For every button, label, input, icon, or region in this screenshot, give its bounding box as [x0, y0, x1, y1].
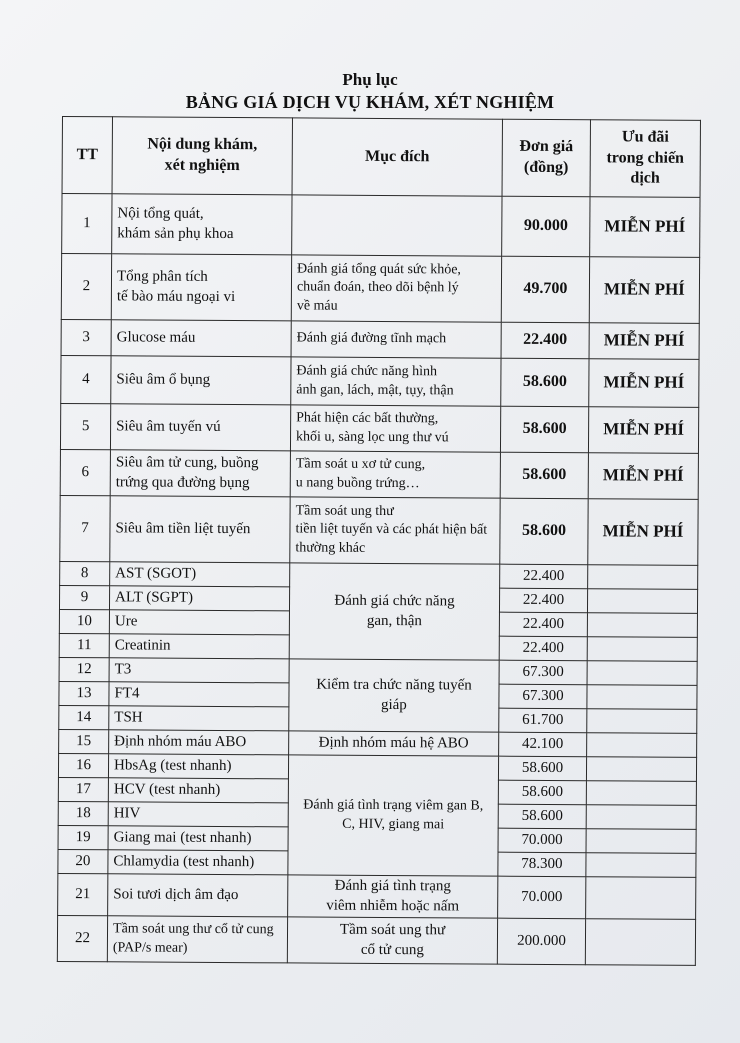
header-price: Đơn giá (đồng): [502, 119, 590, 197]
row-name: Chlamydia (test nhanh): [108, 850, 288, 875]
table-row: [60, 403, 698, 453]
row-name: HbsAg (test nhanh): [108, 754, 288, 779]
row-tt: 6: [60, 449, 110, 495]
row-name: Glucose máu: [111, 320, 291, 357]
row-purpose: Đánh giá chức năng hình ảnh gan, lách, mật, tụy, thận: [291, 357, 501, 406]
row-name: Định nhóm máu ABO: [109, 730, 289, 755]
row-offer: [587, 661, 697, 686]
row-tt: 2: [61, 254, 111, 320]
row-price: 61.700: [499, 708, 587, 733]
row-name: Siêu âm tuyến vú: [110, 404, 290, 451]
row-price: 58.600: [500, 452, 588, 499]
row-price: 70.000: [498, 876, 586, 919]
row-name: FT4: [109, 682, 289, 707]
row-purpose: Tầm soát ung thư tiền liệt tuyến và các phát hiện bất thường khác: [290, 497, 500, 564]
row-name: Siêu âm tử cung, buồng trứng qua đường bụng: [110, 450, 290, 497]
row-name: TSH: [109, 706, 289, 731]
row-offer: MIỄN PHÍ: [589, 257, 699, 324]
appendix-label: Phụ lục: [342, 70, 398, 89]
group-purpose-liver-kidney: Đánh giá chức năng gan, thận: [289, 563, 500, 660]
price-table: [57, 116, 701, 966]
row-offer: [587, 709, 697, 734]
row-tt: 10: [59, 609, 109, 633]
row-offer: [586, 805, 696, 830]
table-row: [62, 194, 700, 258]
row-price: 200.000: [497, 918, 585, 965]
row-tt: 14: [59, 705, 109, 729]
row-name: Nội tổng quát, khám sản phụ khoa: [112, 194, 292, 255]
row-purpose: Phát hiện các bất thường, khối u, sàng lọc ung thư vú: [290, 405, 500, 452]
row-tt: 8: [60, 561, 110, 585]
row-offer: MIỄN PHÍ: [588, 407, 698, 454]
row-offer: [586, 877, 696, 920]
row-tt: 4: [61, 355, 111, 403]
table-row: [61, 254, 699, 324]
row-price: 90.000: [502, 196, 590, 257]
row-tt: 21: [58, 873, 108, 915]
row-price: 22.400: [499, 636, 587, 661]
row-name: Siêu âm ổ bụng: [111, 356, 291, 405]
row-price: 58.600: [500, 498, 588, 565]
row-price: 49.700: [501, 256, 589, 323]
table-row: [58, 873, 696, 919]
row-tt: 13: [59, 681, 109, 705]
row-name: HCV (test nhanh): [108, 778, 288, 803]
row-name: ALT (SGPT): [109, 586, 289, 611]
row-name: HIV: [108, 802, 288, 827]
row-price: 22.400: [501, 322, 589, 359]
row-price: 58.600: [501, 358, 589, 407]
row-offer: [587, 613, 697, 638]
table-header-row: [62, 117, 700, 198]
row-price: 42.100: [499, 732, 587, 757]
row-purpose: [292, 195, 502, 256]
row-tt: 16: [58, 753, 108, 777]
row-name: Giang mai (test nhanh): [108, 826, 288, 851]
row-purpose: Tầm soát ung thư cổ tử cung: [287, 917, 497, 964]
row-tt: 11: [59, 633, 109, 657]
row-price: 58.600: [498, 804, 586, 829]
row-price: 22.400: [499, 612, 587, 637]
row-purpose: Đánh giá tổng quát sức khỏe, chuẩn đoán, theo dõi bệnh lý về máu: [291, 255, 501, 322]
row-tt: 9: [59, 585, 109, 609]
header-purpose: Mục đích: [292, 118, 502, 196]
row-tt: 7: [60, 495, 110, 561]
row-tt: 17: [58, 777, 108, 801]
page-title: BẢNG GIÁ DỊCH VỤ KHÁM, XÉT NGHIỆM: [185, 92, 555, 112]
table-row: [61, 355, 699, 407]
row-offer: [588, 565, 698, 590]
header-content: Nội dung khám, xét nghiệm: [112, 117, 292, 195]
group-purpose-thyroid: Kiểm tra chức năng tuyến giáp: [289, 659, 499, 732]
row-name: AST (SGOT): [110, 562, 290, 587]
table-row: [61, 319, 699, 359]
row-offer: [586, 781, 696, 806]
row-offer: [587, 589, 697, 614]
row-offer: [586, 757, 696, 782]
row-name: Ure: [109, 610, 289, 635]
row-tt: 1: [62, 194, 112, 254]
row-offer: [586, 829, 696, 854]
row-price: 67.300: [499, 684, 587, 709]
table-row: [60, 495, 698, 565]
header-offer: Ưu đãi trong chiến dịch: [590, 120, 700, 198]
row-purpose: Định nhóm máu hệ ABO: [289, 731, 499, 756]
row-name: Siêu âm tiền liệt tuyến: [110, 496, 290, 563]
row-tt: 20: [58, 849, 108, 873]
row-tt: 3: [61, 319, 111, 355]
group-purpose-hepatitis: Đánh giá tình trạng viêm gan B, C, HIV, giang mai: [288, 755, 499, 876]
row-offer: [587, 637, 697, 662]
row-name: Soi tươi dịch âm đạo: [108, 874, 288, 917]
row-offer: MIỄN PHÍ: [589, 359, 699, 408]
row-price: 58.600: [498, 780, 586, 805]
row-price: 70.000: [498, 828, 586, 853]
row-offer: MIỄN PHÍ: [588, 499, 698, 566]
row-price: 78.300: [498, 852, 586, 877]
row-price: 22.400: [499, 588, 587, 613]
row-offer: [587, 733, 697, 758]
row-purpose: Đánh giá đường tĩnh mạch: [291, 321, 501, 358]
row-price: 58.600: [500, 406, 588, 453]
row-tt: 19: [58, 825, 108, 849]
row-tt: 12: [59, 657, 109, 681]
row-price: 67.300: [499, 660, 587, 685]
row-purpose: Tầm soát u xơ tử cung, u nang buồng trứng…: [290, 451, 500, 498]
header-tt: TT: [62, 117, 112, 194]
row-name: Creatinin: [109, 634, 289, 659]
row-offer: [585, 919, 695, 966]
row-name: Tầm soát ung thư cổ tử cung (PAP/s mear): [107, 916, 287, 963]
row-offer: MIỄN PHÍ: [589, 323, 699, 360]
row-offer: [586, 853, 696, 878]
table-row: [60, 449, 698, 499]
row-offer: MIỄN PHÍ: [588, 453, 698, 500]
row-purpose: Đánh giá tình trạng viêm nhiễm hoặc nấm: [288, 875, 498, 918]
row-tt: 18: [58, 801, 108, 825]
row-price: 58.600: [498, 756, 586, 781]
row-offer: MIỄN PHÍ: [590, 197, 700, 258]
row-tt: 5: [60, 403, 110, 449]
row-name: Tổng phân tích tế bào máu ngoại vi: [111, 254, 291, 321]
table-row: [57, 915, 695, 965]
row-name: T3: [109, 658, 289, 683]
row-tt: 22: [57, 915, 107, 961]
row-tt: 15: [59, 729, 109, 753]
row-price: 22.400: [500, 564, 588, 589]
row-offer: [587, 685, 697, 710]
